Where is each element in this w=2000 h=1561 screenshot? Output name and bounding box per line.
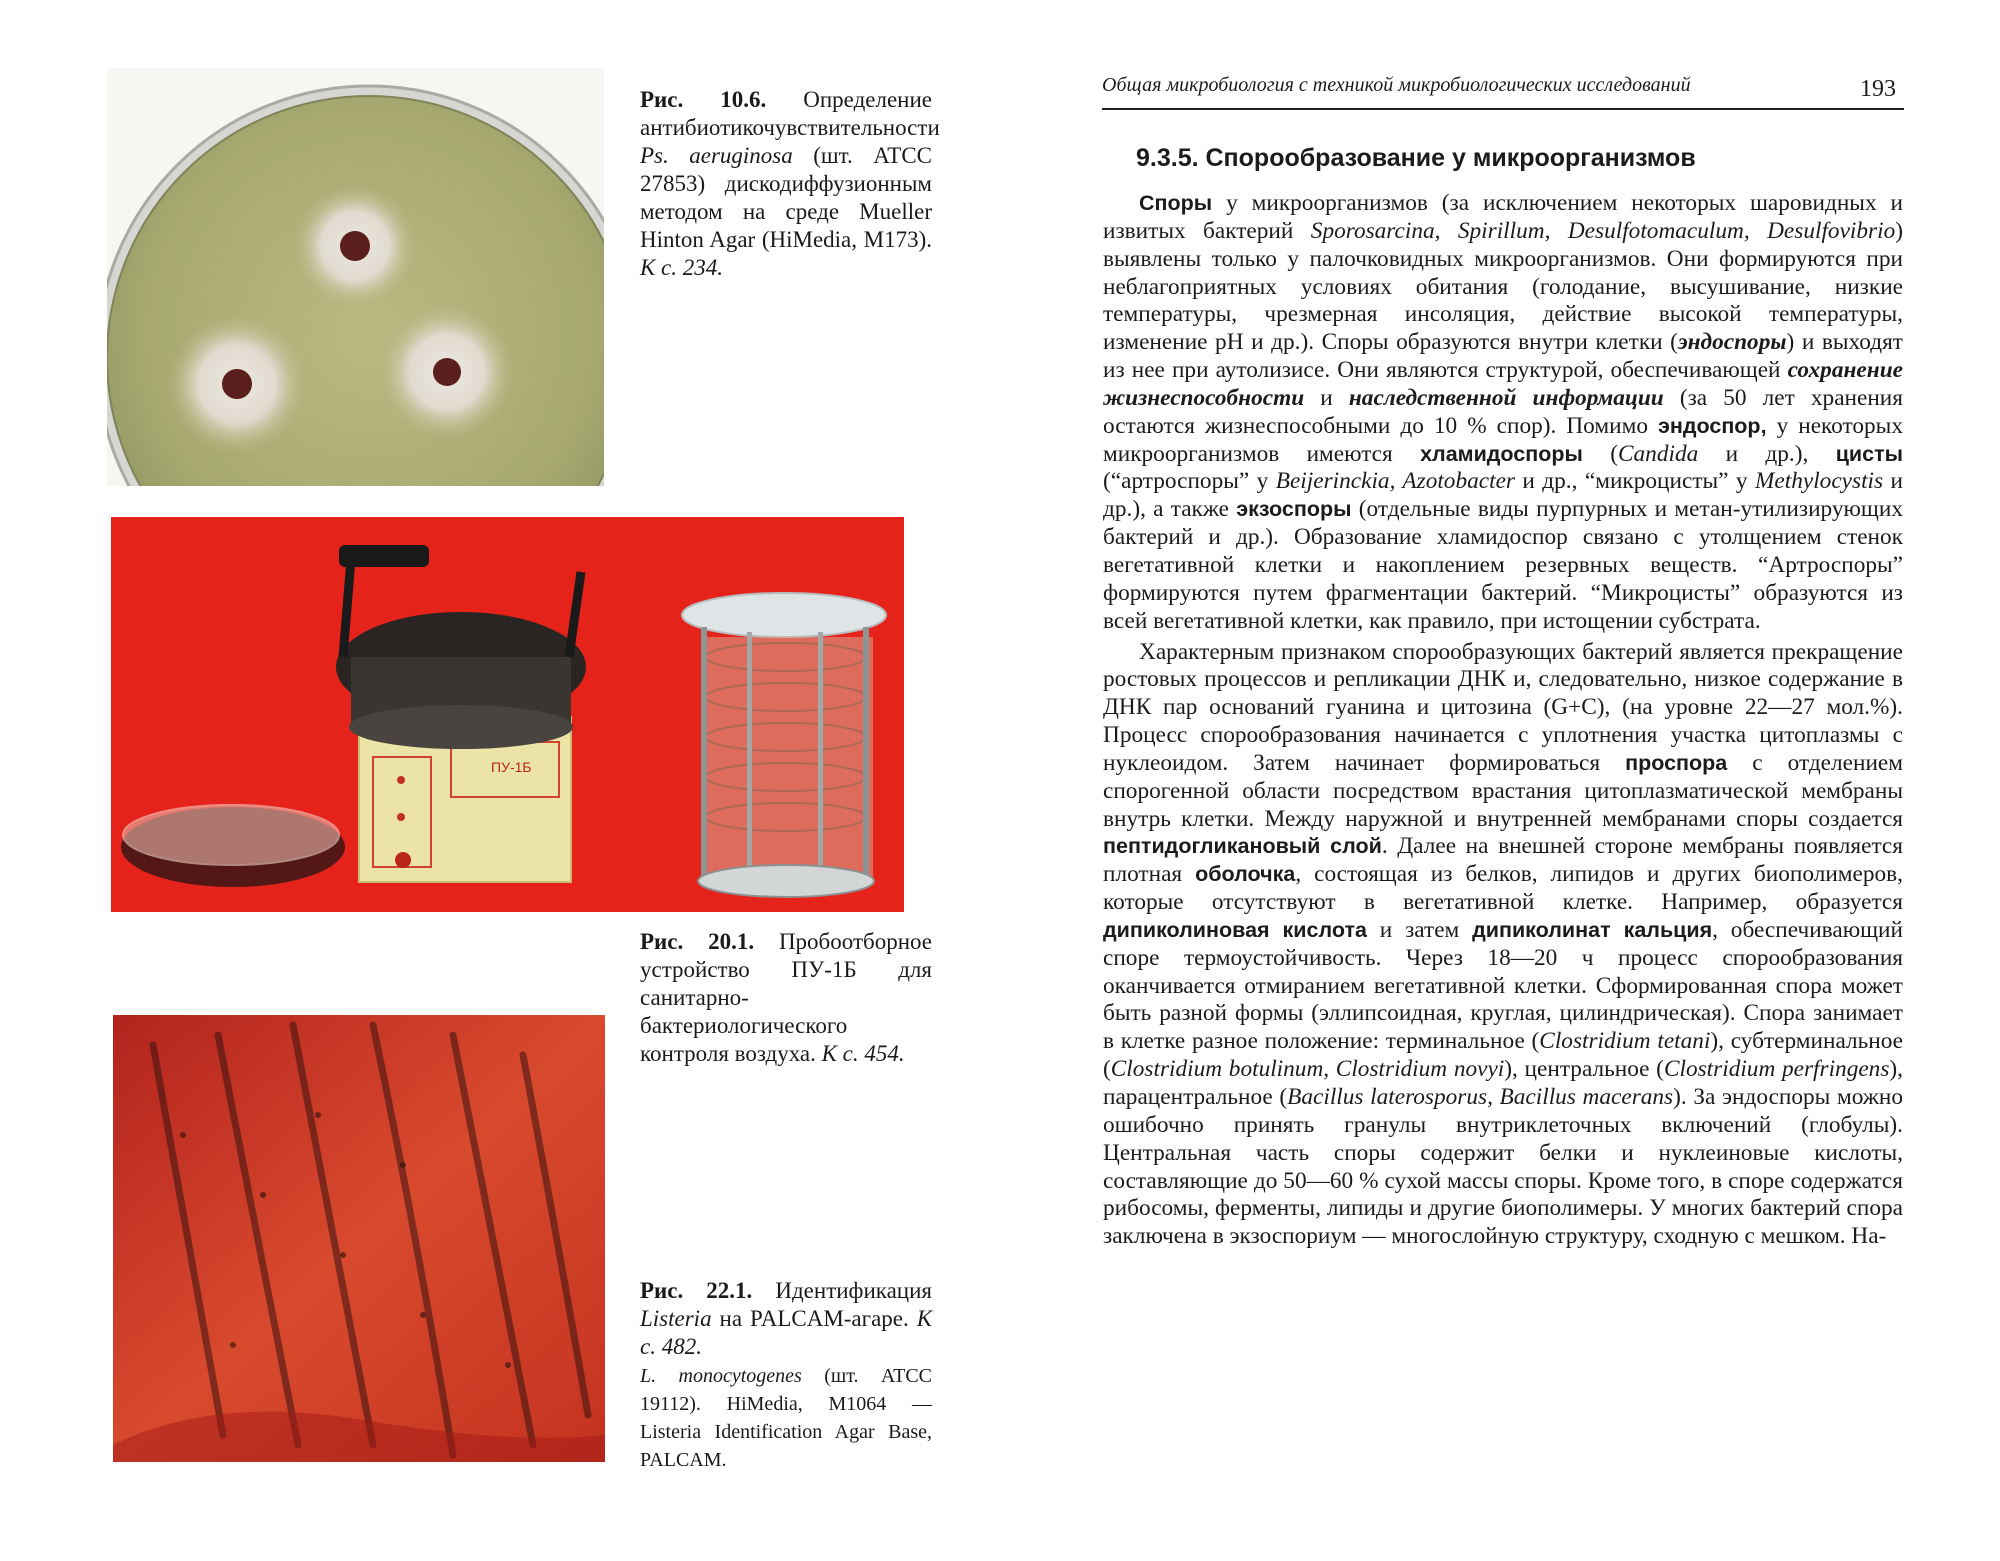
page-reference: К с. 234. xyxy=(640,255,723,280)
text-run: (“артроспоры” у xyxy=(1103,468,1276,495)
taxon-italic: Bacillus laterosporus, Bacillus macerans xyxy=(1287,1084,1674,1110)
taxon-italic: Candida xyxy=(1617,440,1699,467)
text-run: ) выявлены только у палочковидных микроорганизмов. Они формируются при неблагоприятных условиях обитания (голодание, высушивание, низкие температуры, чрезмерная инсоляция, действие высокой температуры, изменение pH и др.). Споры образуются внутри клетки ( xyxy=(1103,217,1903,356)
text-run: ) и выходят из нее при аутолизисе. Они являются структурой, обеспечивающей xyxy=(1103,329,1903,384)
text-run: и др.), xyxy=(1698,440,1836,467)
text-run: ), центральное ( xyxy=(1504,1056,1664,1083)
term-bold: оболочка xyxy=(1195,862,1296,887)
caption-text: Пробоотборное устройство ПУ-1Б для санитарно-бактериологического контроля воздуха. xyxy=(640,929,933,1066)
term-bold-italic: сохранение жизнеспособности xyxy=(1103,357,1903,411)
running-head: Общая микробиология с техникой микробиологических исследований xyxy=(1102,74,1691,96)
figure-listeria-agar xyxy=(113,1015,605,1462)
text-run: . Далее на внешней стороне мембраны появляется плотная xyxy=(1103,833,1903,888)
text-run: ), парацентральное ( xyxy=(1103,1056,1903,1110)
caption-text: (шт. ATCC 27853) дискодиффузионным методом на среде Mueller Hinton Agar (HiMedia, M173). xyxy=(640,143,933,252)
antibiotic-disc xyxy=(222,369,252,399)
header-rule xyxy=(1102,108,1904,110)
figure-petri-dish-antibiotic xyxy=(107,68,604,486)
text-run: и затем xyxy=(1366,916,1473,943)
caption-fig-10-6 xyxy=(640,86,940,282)
antibiotic-disc xyxy=(433,358,461,386)
taxon-italic: Clostridium botulinum, Clostridium novyi xyxy=(1110,1056,1505,1083)
term-bold: проспора xyxy=(1625,750,1728,775)
figure-label: Рис. 10.6. xyxy=(640,87,767,112)
figure-label: Рис. 20.1. xyxy=(640,929,755,954)
text-run: и др., “микроцисты” у xyxy=(1514,468,1755,495)
text-run: с отделением спорогенной области посредством врастания цитоплазматической мембраны внутрь клетки. Между наружной и внутренней мембранами споры создается xyxy=(1103,749,1903,832)
caption-note-text: (шт. ATCC 19112). HiMedia, M1064 — Listeria Identification Agar Base, PALCAM. xyxy=(640,1365,933,1471)
caption-text: Определение антибиотикочувствительности xyxy=(640,87,940,140)
caption-text: на PALCAM-агаре. xyxy=(711,1306,917,1331)
term-bold: эндоспор, xyxy=(1658,413,1767,438)
term-bold-italic: наследственной информации xyxy=(1348,384,1664,411)
figure-label: Рис. 22.1. xyxy=(640,1278,753,1303)
taxon-italic: Methylocystis xyxy=(1755,468,1884,495)
term-bold: хламидоспоры xyxy=(1420,441,1583,466)
text-run: и xyxy=(1304,384,1349,411)
caption-genus: Listeria xyxy=(640,1306,712,1331)
text-run: у микроорганизмов (за исключением некоторых шаровидных и извитых бактерий xyxy=(1103,190,1903,244)
term-bold: Споры xyxy=(1139,191,1213,215)
taxon-italic: Beijerinckia, Azotobacter xyxy=(1275,468,1515,495)
taxon-italic: Sporosarcina, Spirillum, Desulfotomaculum, Desulfovibrio xyxy=(1310,217,1896,244)
antibiotic-disc xyxy=(340,231,370,261)
taxon-italic: Clostridium perfringens xyxy=(1663,1056,1890,1083)
text-run: , состоящая из белков, липидов и других биополимеров, которые отсутствуют в вегетативной клетке. Например, образуется xyxy=(1103,861,1904,916)
caption-fig-22-1 xyxy=(640,1277,932,1473)
text-run: (отдельные виды пурпурных и метан-утилизирующих бактерий и др.). Образование хламидоспор связано с утолщением стенок вегетативной клетки и накоплением резервных веществ. “Артроспоры” формируются путем фрагментации бактерий. “Микроцисты” образуются из всей вегетативной клетки, как правило, при истощении субстрата. xyxy=(1103,496,1903,634)
page-reference: К с. 482. xyxy=(640,1306,932,1359)
term-bold: цисты xyxy=(1835,441,1903,466)
term-bold: дипиколиновая кислота xyxy=(1103,917,1367,942)
term-bold: дипиколинат кальция xyxy=(1472,917,1713,942)
text-run: ), субтерминальное ( xyxy=(1103,1028,1903,1083)
term-bold-italic: эндоспоры xyxy=(1677,329,1787,356)
paragraph xyxy=(1103,190,1903,636)
text-run: у некоторых микроорганизмов имеются xyxy=(1103,412,1903,467)
section-title: 9.3.5. Спорообразование у микроорганизмов xyxy=(1136,144,1696,172)
term-bold: экзоспоры xyxy=(1236,497,1352,522)
page-reference: К с. 454. xyxy=(821,1041,905,1066)
taxon-italic: Clostridium tetani xyxy=(1539,1028,1711,1055)
text-run: (за 50 лет хранения остаются жизнеспособными до 10 % спор). Помимо xyxy=(1103,384,1903,439)
device-label: ПУ-1Б xyxy=(491,759,532,775)
text-run: ). За эндоспоры можно ошибочно принять гранулы внутриклеточных включений (глобулы). Центральная часть споры содержит белки и нуклеиновые кислоты, составляющие до 50—60 % сухой массы споры. Кроме того, в споре содержатся рибосомы, ферменты, липиды и другие биополимеры. У многих бактерий спора заключена в экзоспориум — многослойную структуру, сходную с мешком. На- xyxy=(1103,1084,1903,1250)
caption-fig-20-1 xyxy=(640,928,932,1068)
body-text xyxy=(1103,190,1903,1251)
caption-species: Ps. aeruginosa xyxy=(640,143,793,168)
caption-note-species: L. monocytogenes xyxy=(640,1365,802,1387)
paragraph xyxy=(1103,639,1903,1252)
text-run: Характерным признаком спорообразующих бактерий является прекращение ростовых процессов и репликации ДНК и, следовательно, низкое содержание в ДНК пар оснований гуанина и цитозина (G+C), (на уровне 22—27 мол.%). Процесс спорообразования начинается с уплотнения участка цитоплазмы с нуклеоидом. Затем начинает формироваться xyxy=(1103,638,1903,776)
text-run: , обеспечивающий споре термоустойчивость. Через 18—20 ч процесс спорообразования оканчивается отмиранием вегетативной клетки. Сформированная спора может быть разной формы (эллипсоидная, круглая, цилиндрическая). Спора занимает в клетке разное положение: терминальное ( xyxy=(1103,916,1903,1055)
text-run: ( xyxy=(1582,440,1618,467)
text-run: и др.), а также xyxy=(1103,468,1903,523)
term-bold: пептидогликановый слой xyxy=(1103,834,1382,859)
page-number: 193 xyxy=(1860,76,1896,102)
caption-text: Идентификация xyxy=(752,1278,932,1303)
figure-air-sampler xyxy=(111,517,904,912)
